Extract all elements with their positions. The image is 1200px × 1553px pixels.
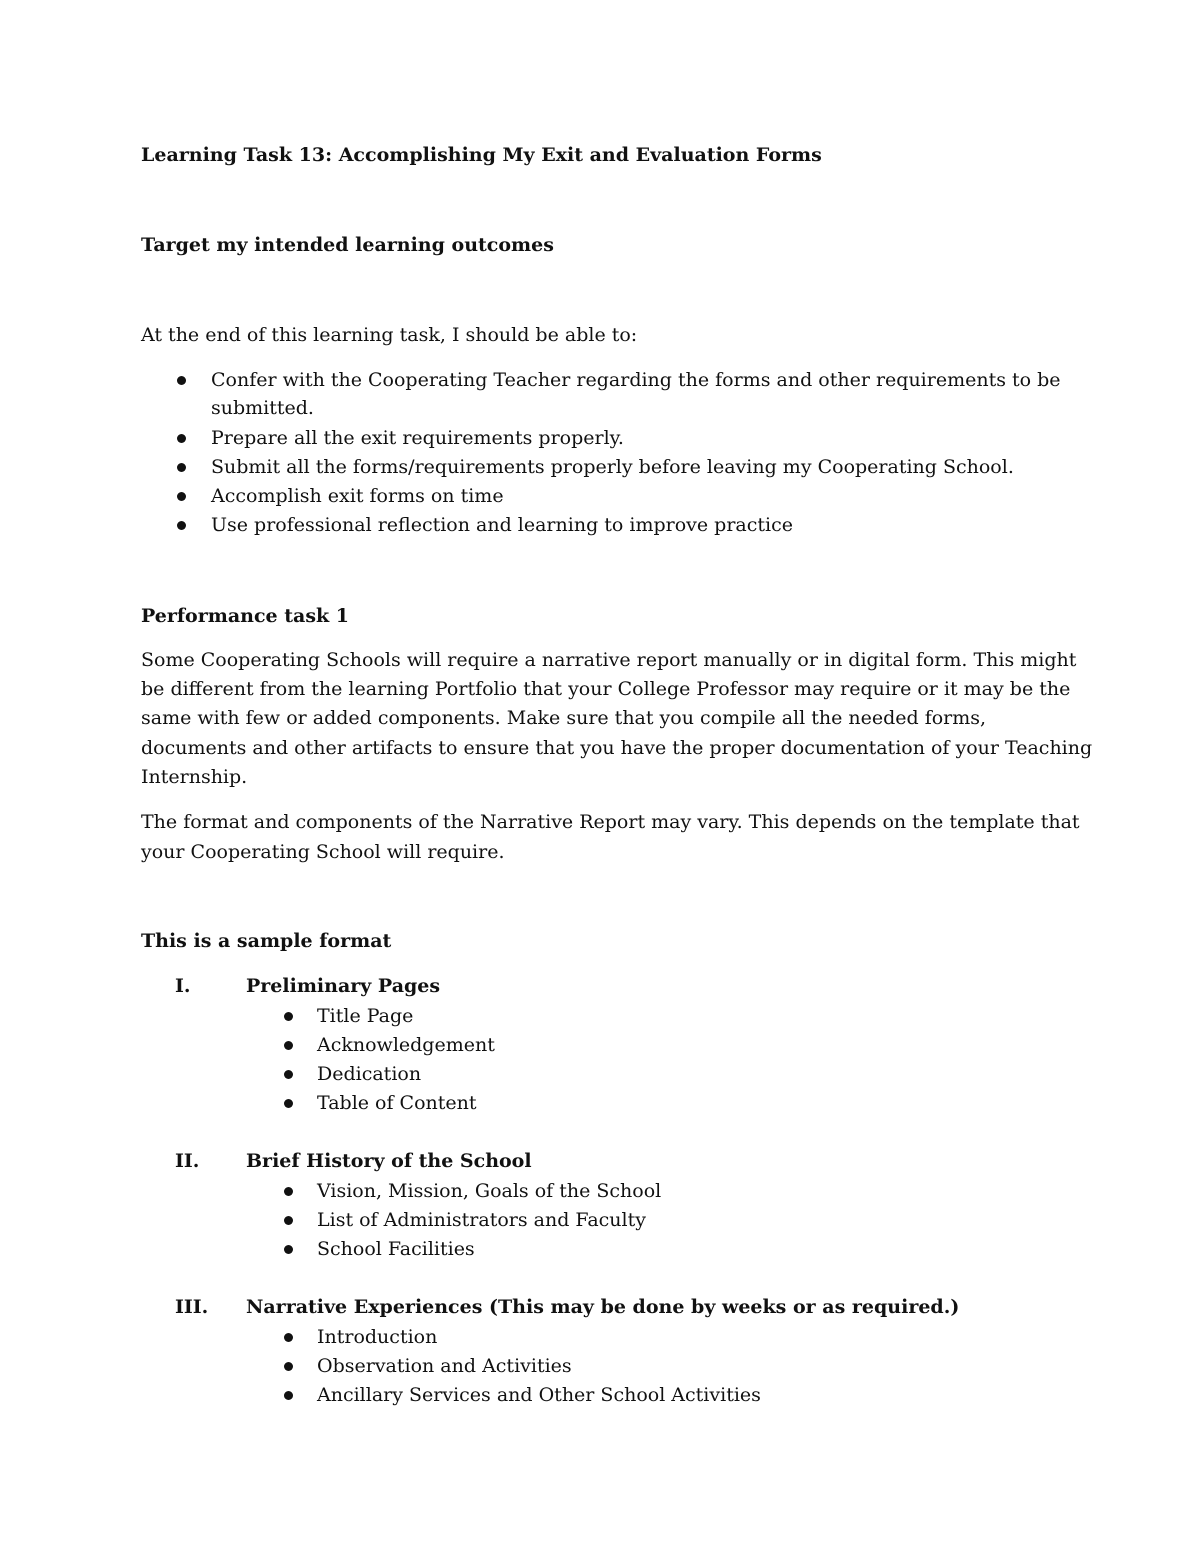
paragraph1-line: Some Cooperating Schools will require a narrative report manually or in digital form. This might [141,649,1077,671]
bullet-icon [284,1245,293,1254]
section-item: Acknowledgement [317,1034,495,1056]
bullet-icon [284,1333,293,1342]
outcome-item-5: Use professional reflection and learning to improve practice [211,514,793,536]
outcome-item-1-cont: submitted. [211,397,314,419]
bullet-icon [284,1070,293,1079]
section-item: List of Administrators and Faculty [317,1209,646,1231]
section-title: Preliminary Pages [246,975,441,997]
target-heading: Target my intended learning outcomes [141,234,554,256]
bullet-icon [177,463,186,472]
bullet-icon [177,434,186,443]
paragraph1-line: documents and other artifacts to ensure that you have the proper documentation of your Teaching [141,737,1093,759]
bullet-icon [284,1041,293,1050]
section-numeral: I. [175,975,191,997]
bullet-icon [284,1391,293,1400]
bullet-icon [284,1187,293,1196]
bullet-icon [284,1216,293,1225]
bullet-icon [284,1099,293,1108]
bullet-icon [177,376,186,385]
paragraph2-line: The format and components of the Narrative Report may vary. This depends on the template that [141,811,1080,833]
performance-heading: Performance task 1 [141,605,350,627]
section-title: Narrative Experiences (This may be done by weeks or as required.) [246,1296,960,1318]
section-numeral: II. [175,1150,200,1172]
paragraph1-line: same with few or added components. Make sure that you compile all the needed forms, [141,707,987,729]
bullet-icon [284,1362,293,1371]
outcome-item-1: Confer with the Cooperating Teacher regarding the forms and other requirements to be [211,369,1061,391]
section-numeral: III. [175,1296,209,1318]
section-item: School Facilities [317,1238,475,1260]
section-item: Observation and Activities [317,1355,572,1377]
outcome-item-4: Accomplish exit forms on time [211,485,504,507]
bullet-icon [284,1012,293,1021]
sample-heading: This is a sample format [141,930,392,952]
section-title: Brief History of the School [246,1150,532,1172]
paragraph2-line: your Cooperating School will require. [141,841,505,863]
section-item: Dedication [317,1063,422,1085]
intro-text: At the end of this learning task, I should be able to: [141,324,638,346]
paragraph1-line: Internship. [141,766,248,788]
section-item: Title Page [317,1005,414,1027]
paragraph1-line: be different from the learning Portfolio that your College Professor may require or it may be the [141,678,1071,700]
document-title: Learning Task 13: Accomplishing My Exit and Evaluation Forms [141,144,822,166]
outcome-item-3: Submit all the forms/requirements properly before leaving my Cooperating School. [211,456,1014,478]
section-item: Introduction [317,1326,438,1348]
bullet-icon [177,492,186,501]
section-item: Vision, Mission, Goals of the School [317,1180,662,1202]
outcome-item-2: Prepare all the exit requirements properly. [211,427,624,449]
bullet-icon [177,521,186,530]
section-item: Ancillary Services and Other School Activities [317,1384,761,1406]
section-item: Table of Content [317,1092,477,1114]
